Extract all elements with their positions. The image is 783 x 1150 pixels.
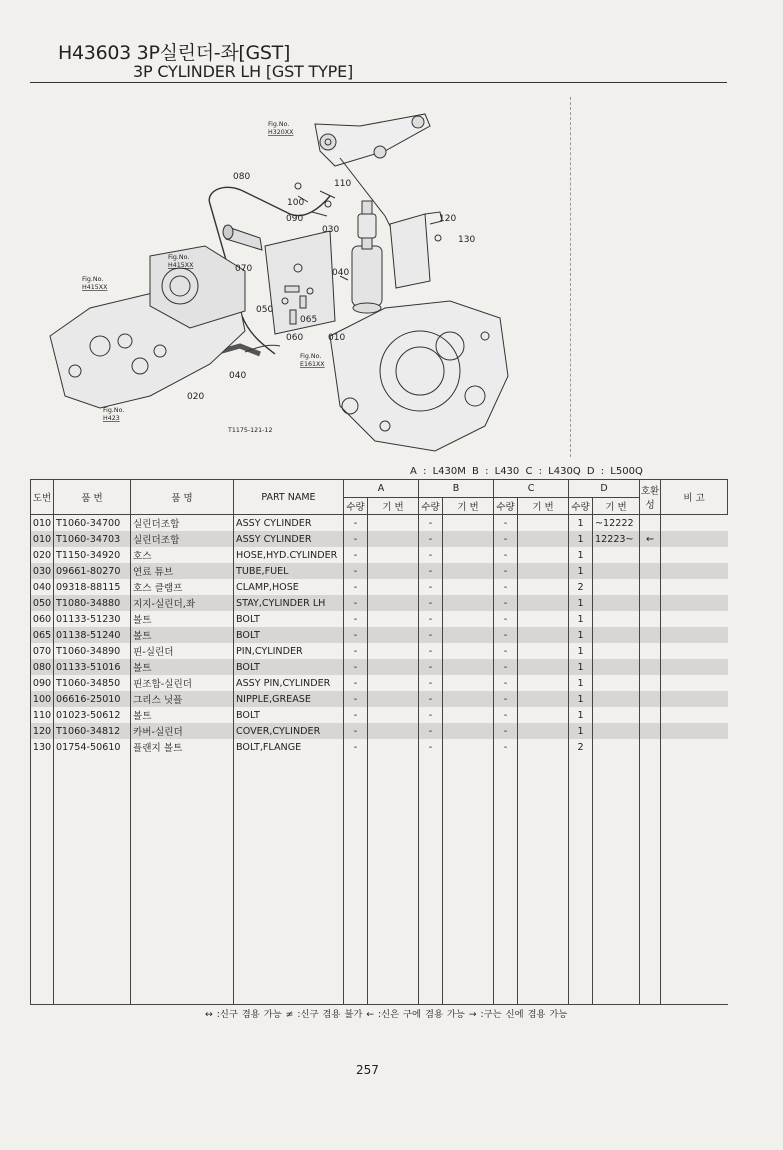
cell-empty — [443, 723, 494, 739]
cell-a: - — [344, 691, 368, 707]
cell-empty — [518, 547, 569, 563]
cell-a: - — [344, 627, 368, 643]
page-number: 257 — [356, 1063, 379, 1077]
cell-empty — [368, 595, 419, 611]
cell-interchange — [640, 691, 661, 707]
cell-empty — [443, 547, 494, 563]
cell-name-kr: 핀조합-실린더 — [131, 675, 234, 691]
cell-empty — [593, 755, 640, 1005]
cell-b: - — [419, 515, 443, 532]
cell-name-kr: 호스 — [131, 547, 234, 563]
header-group-a: A — [344, 480, 419, 498]
cell-name-kr: 호스 클램프 — [131, 579, 234, 595]
cell-empty — [368, 755, 419, 1005]
cell-name: ASSY CYLINDER — [234, 531, 344, 547]
header-qty-d: 수량 — [569, 498, 593, 515]
cell-empty — [368, 659, 419, 675]
cell-d-serial — [593, 691, 640, 707]
cell-part-no: T1060-34890 — [54, 643, 131, 659]
fig-ref-h320: Fig.No. H320XX — [268, 121, 294, 136]
header-qty-a: 수량 — [344, 498, 368, 515]
cell-part-no: T1060-34700 — [54, 515, 131, 532]
cell-a: - — [344, 659, 368, 675]
cell-ref: 065 — [31, 627, 54, 643]
cell-d: 1 — [569, 675, 593, 691]
cell-interchange — [640, 723, 661, 739]
cell-empty — [368, 707, 419, 723]
cell-interchange — [640, 739, 661, 755]
cell-c: - — [494, 691, 518, 707]
cell-interchange — [640, 659, 661, 675]
cell-c: - — [494, 611, 518, 627]
cell-b: - — [419, 691, 443, 707]
callout-130: 130 — [458, 235, 476, 245]
cell-empty — [419, 755, 443, 1005]
header-serial-a: 기 번 — [368, 498, 419, 515]
cell-c: - — [494, 739, 518, 755]
callout-100: 100 — [287, 198, 305, 208]
cell-d-serial — [593, 579, 640, 595]
cell-part-no: 01754-50610 — [54, 739, 131, 755]
table-row — [31, 531, 728, 547]
cell-d: 1 — [569, 611, 593, 627]
cell-empty — [368, 643, 419, 659]
header-ref: 도번 — [31, 480, 54, 515]
cell-empty — [368, 675, 419, 691]
cell-b: - — [419, 563, 443, 579]
cell-d-serial — [593, 611, 640, 627]
cell-d: 1 — [569, 547, 593, 563]
cell-part-no: T1150-34920 — [54, 547, 131, 563]
cell-empty — [344, 755, 368, 1005]
cell-name-kr: 실린더조합 — [131, 531, 234, 547]
cell-empty — [443, 611, 494, 627]
table-row — [31, 627, 728, 643]
cell-name-kr: 볼트 — [131, 659, 234, 675]
cell-interchange — [640, 563, 661, 579]
table-row — [31, 595, 728, 611]
cell-b: - — [419, 739, 443, 755]
callout-120: 120 — [439, 214, 457, 224]
callout-030: 030 — [322, 225, 340, 235]
fig-ref-e161: Fig.No. E161XX — [300, 353, 325, 368]
callout-060: 060 — [286, 333, 304, 343]
fig-ref-h423: Fig.No. H423 — [103, 407, 125, 422]
cell-c: - — [494, 579, 518, 595]
cell-b: - — [419, 675, 443, 691]
cell-name: BOLT — [234, 707, 344, 723]
cell-c: - — [494, 707, 518, 723]
cell-ref: 030 — [31, 563, 54, 579]
cell-d: 1 — [569, 707, 593, 723]
header-qty-b: 수량 — [419, 498, 443, 515]
cell-a: - — [344, 739, 368, 755]
cell-b: - — [419, 611, 443, 627]
cell-interchange — [640, 547, 661, 563]
cell-b: - — [419, 723, 443, 739]
cell-empty — [640, 755, 661, 1005]
cell-b: - — [419, 579, 443, 595]
cell-empty — [518, 579, 569, 595]
cell-name-kr: 그리스 닛플 — [131, 691, 234, 707]
cell-empty — [518, 563, 569, 579]
cell-empty — [131, 755, 234, 1005]
header-interchange: 호환성 — [640, 480, 661, 515]
cell-empty — [54, 755, 131, 1005]
cell-empty — [661, 691, 728, 707]
cell-ref: 080 — [31, 659, 54, 675]
cell-empty — [661, 611, 728, 627]
cell-empty — [518, 627, 569, 643]
cell-empty — [368, 515, 419, 532]
cell-empty — [368, 627, 419, 643]
cell-empty — [443, 659, 494, 675]
cell-ref: 130 — [31, 739, 54, 755]
callout-090: 090 — [286, 214, 304, 224]
cell-empty — [443, 579, 494, 595]
cell-a: - — [344, 611, 368, 627]
cell-name-kr: 볼트 — [131, 707, 234, 723]
cell-empty — [443, 739, 494, 755]
cell-d: 2 — [569, 579, 593, 595]
cell-name: COVER,CYLINDER — [234, 723, 344, 739]
page-title-code: H43603 3P실린더-좌[GST] — [58, 42, 291, 64]
cell-name-kr: 연료 튜브 — [131, 563, 234, 579]
cell-empty — [443, 563, 494, 579]
cell-a: - — [344, 675, 368, 691]
drawing-code: T1175-121-12 — [228, 427, 273, 434]
cell-a: - — [344, 707, 368, 723]
cell-empty — [31, 755, 54, 1005]
cell-empty — [661, 595, 728, 611]
cell-d-serial — [593, 627, 640, 643]
cell-empty — [518, 515, 569, 532]
cell-d-serial: 12223~ — [593, 531, 640, 547]
cell-a: - — [344, 723, 368, 739]
page-title-english: 3P CYLINDER LH [GST TYPE] — [133, 62, 354, 81]
cell-empty — [661, 755, 728, 1005]
cell-empty — [661, 515, 728, 532]
cell-d: 1 — [569, 515, 593, 532]
cell-part-no: 06616-25010 — [54, 691, 131, 707]
table-row — [31, 675, 728, 691]
table-row — [31, 643, 728, 659]
cell-part-no: 09318-88115 — [54, 579, 131, 595]
table-row — [31, 611, 728, 627]
cell-ref: 010 — [31, 531, 54, 547]
cell-name: ASSY CYLINDER — [234, 515, 344, 532]
cell-ref: 110 — [31, 707, 54, 723]
cell-empty — [234, 755, 344, 1005]
model-legend: A : L430M B : L430 C : L430Q D : L500Q — [410, 466, 643, 477]
cell-empty — [518, 611, 569, 627]
cell-b: - — [419, 643, 443, 659]
table-row — [31, 515, 728, 532]
cell-d-serial: ~12222 — [593, 515, 640, 532]
cell-empty — [661, 739, 728, 755]
table-row — [31, 579, 728, 595]
cell-name: BOLT,FLANGE — [234, 739, 344, 755]
cell-ref: 100 — [31, 691, 54, 707]
cell-name-kr: 카버-실린더 — [131, 723, 234, 739]
callout-065: 065 — [300, 315, 318, 325]
cell-c: - — [494, 563, 518, 579]
cell-empty — [661, 643, 728, 659]
cell-interchange — [640, 515, 661, 532]
cell-empty — [368, 723, 419, 739]
header-remarks: 비 고 — [661, 480, 728, 515]
cell-ref: 090 — [31, 675, 54, 691]
table-row — [31, 707, 728, 723]
cell-c: - — [494, 723, 518, 739]
cell-name: STAY,CYLINDER LH — [234, 595, 344, 611]
cell-interchange — [640, 643, 661, 659]
cell-empty — [368, 531, 419, 547]
cell-empty — [661, 563, 728, 579]
cell-empty — [443, 627, 494, 643]
cell-interchange — [640, 611, 661, 627]
cell-name: BOLT — [234, 659, 344, 675]
cell-d: 1 — [569, 691, 593, 707]
cell-empty — [494, 755, 518, 1005]
cell-empty — [443, 595, 494, 611]
header-part-name: PART NAME — [234, 480, 344, 515]
table-row — [31, 691, 728, 707]
cell-d-serial — [593, 563, 640, 579]
cell-b: - — [419, 627, 443, 643]
cell-a: - — [344, 531, 368, 547]
cell-interchange — [640, 595, 661, 611]
fig-ref-h415-left: Fig.No. H415XX — [82, 276, 108, 291]
cell-empty — [368, 739, 419, 755]
cell-ref: 010 — [31, 515, 54, 532]
cell-empty — [661, 627, 728, 643]
cell-b: - — [419, 659, 443, 675]
cell-d-serial — [593, 595, 640, 611]
cell-empty — [443, 515, 494, 532]
header-part-name-kr: 품 명 — [131, 480, 234, 515]
callout-040b: 040 — [229, 371, 247, 381]
cell-interchange: ← — [640, 531, 661, 547]
cell-name: CLAMP,HOSE — [234, 579, 344, 595]
cell-empty — [368, 579, 419, 595]
cell-d-serial — [593, 675, 640, 691]
cell-ref: 060 — [31, 611, 54, 627]
cell-empty — [661, 723, 728, 739]
cell-name: BOLT — [234, 627, 344, 643]
cell-c: - — [494, 547, 518, 563]
title-underline — [30, 82, 727, 83]
cell-empty — [518, 755, 569, 1005]
cell-empty — [518, 723, 569, 739]
cell-ref: 040 — [31, 579, 54, 595]
cell-d: 1 — [569, 723, 593, 739]
cell-empty — [661, 579, 728, 595]
cell-empty — [518, 643, 569, 659]
cell-b: - — [419, 707, 443, 723]
cell-empty — [518, 595, 569, 611]
cell-name-kr: 핀-실린더 — [131, 643, 234, 659]
callout-040: 040 — [332, 268, 350, 278]
cell-name-kr: 볼트 — [131, 611, 234, 627]
cell-part-no: 01138-51240 — [54, 627, 131, 643]
cell-part-no: 01133-51016 — [54, 659, 131, 675]
cell-b: - — [419, 595, 443, 611]
cell-c: - — [494, 515, 518, 532]
cell-d: 1 — [569, 595, 593, 611]
cell-part-no: 09661-80270 — [54, 563, 131, 579]
diagram-divider — [570, 97, 571, 457]
cell-empty — [443, 691, 494, 707]
cell-empty — [518, 531, 569, 547]
cell-a: - — [344, 515, 368, 532]
cell-d-serial — [593, 707, 640, 723]
cell-name-kr: 지지-실린더,좌 — [131, 595, 234, 611]
cell-interchange — [640, 579, 661, 595]
cell-empty — [443, 707, 494, 723]
cell-d-serial — [593, 547, 640, 563]
header-serial-b: 기 번 — [443, 498, 494, 515]
cell-empty — [661, 547, 728, 563]
cell-empty — [443, 755, 494, 1005]
cell-part-no: T1060-34703 — [54, 531, 131, 547]
cell-ref: 020 — [31, 547, 54, 563]
cell-name: NIPPLE,GREASE — [234, 691, 344, 707]
callout-050: 050 — [256, 305, 274, 315]
cell-empty — [368, 611, 419, 627]
header-group-d: D — [569, 480, 640, 498]
cell-part-no: 01023-50612 — [54, 707, 131, 723]
cell-c: - — [494, 595, 518, 611]
header-serial-c: 기 번 — [518, 498, 569, 515]
cell-d: 1 — [569, 643, 593, 659]
cell-empty — [661, 659, 728, 675]
cell-d: 1 — [569, 531, 593, 547]
compatibility-legend: ↔ :신구 겸용 가능 ≠ :신구 겸용 불가 ← :신은 구에 겸용 가능 → :구는 신에 겸용 가능 — [205, 1009, 568, 1020]
header-group-b: B — [419, 480, 494, 498]
callout-080: 080 — [233, 172, 251, 182]
cell-interchange — [640, 707, 661, 723]
cell-empty — [368, 563, 419, 579]
cell-empty — [569, 755, 593, 1005]
cell-d: 1 — [569, 563, 593, 579]
cell-part-no: 01133-51230 — [54, 611, 131, 627]
cell-d: 1 — [569, 659, 593, 675]
cell-name-kr: 실린더조합 — [131, 515, 234, 532]
header-serial-d: 기 번 — [593, 498, 640, 515]
cell-name: PIN,CYLINDER — [234, 643, 344, 659]
cell-c: - — [494, 659, 518, 675]
cell-c: - — [494, 643, 518, 659]
header-qty-c: 수량 — [494, 498, 518, 515]
cell-empty — [661, 707, 728, 723]
cell-empty — [661, 675, 728, 691]
cell-a: - — [344, 547, 368, 563]
table-row — [31, 563, 728, 579]
cell-c: - — [494, 627, 518, 643]
cell-d-serial — [593, 659, 640, 675]
cell-part-no: T1080-34880 — [54, 595, 131, 611]
cell-interchange — [640, 627, 661, 643]
cell-empty — [661, 531, 728, 547]
cell-name: TUBE,FUEL — [234, 563, 344, 579]
cell-empty — [368, 547, 419, 563]
cell-a: - — [344, 579, 368, 595]
callout-110: 110 — [334, 179, 352, 189]
parts-table — [30, 479, 728, 1005]
table-row — [31, 547, 728, 563]
callout-020: 020 — [187, 392, 205, 402]
exploded-parts-diagram — [30, 96, 630, 456]
table-row — [31, 723, 728, 739]
cell-name: HOSE,HYD.CYLINDER — [234, 547, 344, 563]
callout-070: 070 — [235, 264, 253, 274]
cell-d: 2 — [569, 739, 593, 755]
cell-empty — [443, 531, 494, 547]
cell-name-kr: 볼트 — [131, 627, 234, 643]
cell-a: - — [344, 643, 368, 659]
cell-empty — [518, 691, 569, 707]
cell-ref: 120 — [31, 723, 54, 739]
header-group-c: C — [494, 480, 569, 498]
cell-empty — [518, 659, 569, 675]
cell-d: 1 — [569, 627, 593, 643]
cell-d-serial — [593, 723, 640, 739]
cell-c: - — [494, 531, 518, 547]
cell-empty — [518, 707, 569, 723]
table-row — [31, 739, 728, 755]
cell-d-serial — [593, 643, 640, 659]
cell-ref: 070 — [31, 643, 54, 659]
fig-ref-h415-upper: Fig.No. H415XX — [168, 254, 194, 269]
cell-a: - — [344, 595, 368, 611]
cell-name-kr: 플랜지 볼트 — [131, 739, 234, 755]
cell-b: - — [419, 531, 443, 547]
callout-010: 010 — [328, 333, 346, 343]
cell-name: ASSY PIN,CYLINDER — [234, 675, 344, 691]
cell-empty — [368, 691, 419, 707]
cell-interchange — [640, 675, 661, 691]
cell-empty — [518, 739, 569, 755]
cell-a: - — [344, 563, 368, 579]
cell-d-serial — [593, 739, 640, 755]
cell-part-no: T1060-34812 — [54, 723, 131, 739]
cell-empty — [518, 675, 569, 691]
cell-empty — [443, 643, 494, 659]
cell-ref: 050 — [31, 595, 54, 611]
cell-name: BOLT — [234, 611, 344, 627]
header-part-no: 품 번 — [54, 480, 131, 515]
cell-c: - — [494, 675, 518, 691]
table-row — [31, 659, 728, 675]
table-filler-row — [31, 755, 728, 1005]
cell-part-no: T1060-34850 — [54, 675, 131, 691]
cell-b: - — [419, 547, 443, 563]
cell-empty — [443, 675, 494, 691]
